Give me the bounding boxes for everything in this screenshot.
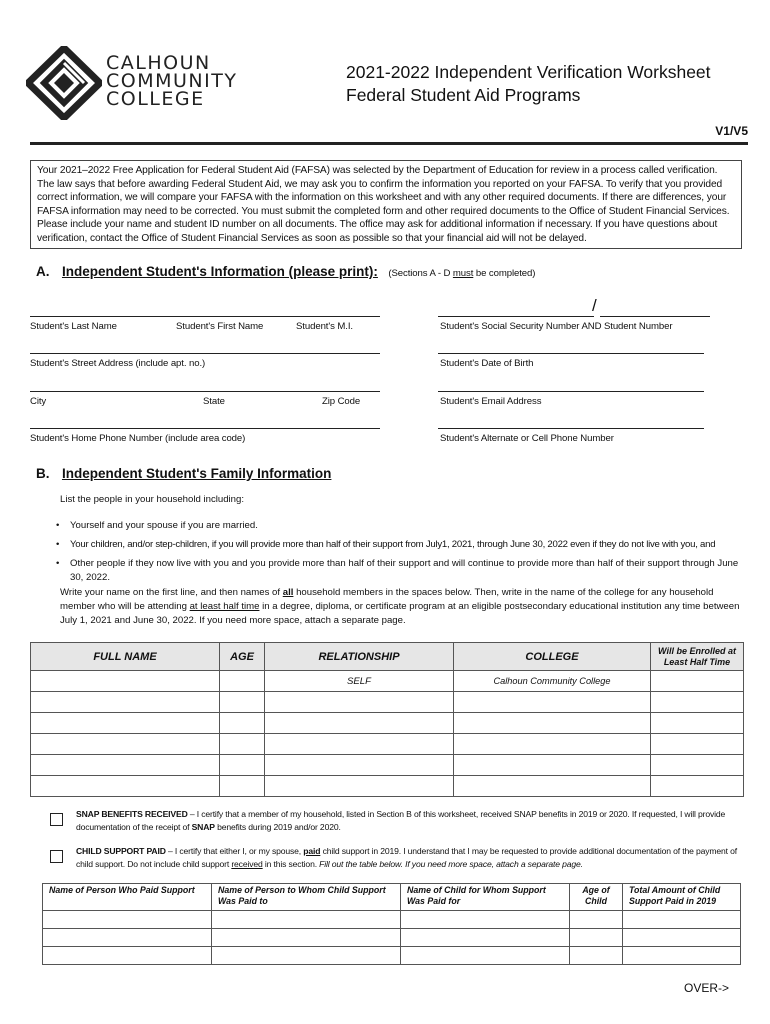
- state-label: State: [203, 396, 225, 407]
- logo-mark-icon: [26, 46, 102, 120]
- intro-box: Your 2021–2022 Free Application for Federal Student Aid (FAFSA) was selected by the Department of Education for review in a process called verification. The law says that before awarding Federal Student Aid, we may ask you to confirm the information you reported on your FAFSA. To verify that you provided correct information, we will compare your FAFSA with the information on this worksheet and with any other required documents. If there are differences, your FAFSA information may need to be corrected. You must submit the completed form and other required documents to the Office of Student Financial Services. Please include your name and student ID number on all documents. The office may ask for additional information if necessary. If you have questions about verification, contact the Office of Student Financial Services as soon as possible so that your financial aid will not be delayed.: [30, 160, 742, 249]
- half-time-cell[interactable]: [651, 671, 744, 692]
- payee-cell[interactable]: [212, 947, 401, 965]
- household-table: [30, 642, 744, 797]
- child-cell[interactable]: [401, 929, 570, 947]
- relationship-cell[interactable]: [265, 713, 454, 734]
- table-row: [31, 734, 744, 755]
- logo-line-3: COLLEGE: [106, 88, 205, 110]
- street-label: Student's Street Address (include apt. no.): [30, 358, 206, 369]
- total-cell[interactable]: [623, 929, 741, 947]
- section-a-letter: A.: [36, 264, 50, 279]
- name-cell[interactable]: [31, 713, 220, 734]
- name-cell[interactable]: [31, 692, 220, 713]
- col-age: AGE: [220, 643, 265, 671]
- mi-label: Student's M.I.: [296, 321, 353, 332]
- student-number-field[interactable]: [600, 316, 710, 317]
- age-cell[interactable]: [220, 692, 265, 713]
- logo-line-1: CALHOUN: [106, 52, 211, 74]
- relationship-cell[interactable]: [265, 692, 454, 713]
- name-cell[interactable]: [31, 734, 220, 755]
- table-row: [43, 947, 741, 965]
- payee-cell[interactable]: [212, 911, 401, 929]
- email-label: Student's Email Address: [440, 396, 542, 407]
- col-child: Name of Child for Whom Support Was Paid for: [401, 884, 570, 911]
- col-payee: Name of Person to Whom Child Support Was Paid to: [212, 884, 401, 911]
- college-cell[interactable]: [454, 755, 651, 776]
- name-cell[interactable]: [31, 671, 220, 692]
- col-total: Total Amount of Child Support Paid in 2019: [623, 884, 741, 911]
- home-phone-label: Student's Home Phone Number (include area code): [30, 433, 246, 444]
- section-a-note: (Sections A - D must be completed): [388, 268, 536, 279]
- college-cell[interactable]: [454, 734, 651, 755]
- half-time-cell[interactable]: [651, 734, 744, 755]
- child-age-cell[interactable]: [570, 929, 623, 947]
- over-label: OVER->: [684, 981, 730, 995]
- child-cell[interactable]: [401, 947, 570, 965]
- total-cell[interactable]: [623, 911, 741, 929]
- col-college: COLLEGE: [454, 643, 651, 671]
- page-subtitle: Federal Student Aid Programs: [346, 85, 581, 105]
- home-phone-field[interactable]: [30, 428, 380, 429]
- col-payer: Name of Person Who Paid Support: [43, 884, 212, 911]
- first-name-label: Student's First Name: [176, 321, 264, 332]
- payer-cell[interactable]: [43, 947, 212, 965]
- payee-cell[interactable]: [212, 929, 401, 947]
- child-age-cell[interactable]: [570, 947, 623, 965]
- ssn-slash: /: [592, 296, 597, 315]
- snap-checkbox[interactable]: [50, 813, 63, 826]
- college-cell[interactable]: [454, 776, 651, 797]
- table-row: [43, 911, 741, 929]
- age-cell[interactable]: [220, 776, 265, 797]
- half-time-cell[interactable]: [651, 776, 744, 797]
- age-cell[interactable]: [220, 734, 265, 755]
- child-cell[interactable]: [401, 911, 570, 929]
- name-cell[interactable]: [31, 776, 220, 797]
- city-label: City: [30, 396, 47, 407]
- payer-cell[interactable]: [43, 929, 212, 947]
- section-a-heading: Independent Student's Information (please print):: [61, 264, 378, 279]
- header-divider: [30, 142, 748, 145]
- relationship-cell[interactable]: [265, 734, 454, 755]
- version-label: V1/V5: [715, 124, 748, 138]
- household-bullets: [56, 519, 740, 585]
- zip-label: Zip Code: [322, 396, 361, 407]
- child-age-cell[interactable]: [570, 911, 623, 929]
- alt-phone-label: Student's Alternate or Cell Phone Number: [440, 433, 614, 444]
- child-support-text: CHILD SUPPORT PAID – I certify that either I, or my spouse, paid child support in 2019. I understand that I may be requested to provide additional documentation of the payment of child support. Do not include child support received in this section. Fill out the table below. If you need more space, attach a separate page.: [76, 846, 738, 869]
- list-item: • Yourself and your spouse if you are married.: [56, 520, 258, 531]
- age-cell[interactable]: [220, 671, 265, 692]
- last-name-label: Student's Last Name: [30, 321, 117, 332]
- age-cell[interactable]: [220, 755, 265, 776]
- college-logo: [26, 46, 266, 120]
- last-first-mi-field[interactable]: [30, 316, 380, 317]
- street-address-field[interactable]: [30, 353, 380, 354]
- college-cell[interactable]: Calhoun Community College: [454, 671, 651, 692]
- section-b-heading: Independent Student's Family Information: [61, 466, 332, 481]
- col-relationship: RELATIONSHIP: [265, 643, 454, 671]
- household-instructions: Write your name on the first line, and then names of all household members in the spaces below. Then, write in the name of the college for any household member who will be attending at least half time in a degree, diploma, or certificate program at an eligible postsecondary educational institution any time between July 1, 2021 and June 30, 2022. If you need more space, attach a separate page.: [60, 587, 740, 626]
- dob-field[interactable]: [438, 353, 704, 354]
- alt-phone-field[interactable]: [438, 428, 704, 429]
- table-row: [31, 755, 744, 776]
- child-support-table: [42, 883, 741, 965]
- snap-text: SNAP BENEFITS RECEIVED – I certify that a member of my household, listed in Section B of this worksheet, received SNAP benefits in 2019 or 2020. If requested, I will provide documentation of the receipt of SNAP benefits during 2019 and/or 2020.: [76, 809, 726, 832]
- age-cell[interactable]: [220, 713, 265, 734]
- name-cell[interactable]: [31, 755, 220, 776]
- ssn-field[interactable]: [438, 316, 594, 317]
- col-half-time: Will be Enrolled at Least Half Time: [651, 643, 744, 671]
- table-row: [43, 929, 741, 947]
- total-cell[interactable]: [623, 947, 741, 965]
- relationship-cell[interactable]: SELF: [265, 671, 454, 692]
- city-state-zip-field[interactable]: [30, 391, 380, 392]
- relationship-cell[interactable]: [265, 755, 454, 776]
- page-title: 2021-2022 Independent Verification Worksheet: [346, 62, 711, 82]
- table-row: [31, 692, 744, 713]
- email-field[interactable]: [438, 391, 704, 392]
- logo-line-2: COMMUNITY: [106, 70, 238, 92]
- table-row: [31, 713, 744, 734]
- household-intro: List the people in your household including:: [60, 494, 245, 505]
- list-item: • Your children, and/or step-children, if you will provide more than half of their support from July1, 2021, through June 30, 2022 even if they do not live with you, and: [56, 539, 716, 550]
- section-b-letter: B.: [36, 466, 50, 481]
- payer-cell[interactable]: [43, 911, 212, 929]
- table-row: [31, 776, 744, 797]
- half-time-cell[interactable]: [651, 692, 744, 713]
- half-time-cell[interactable]: [651, 755, 744, 776]
- table-row: [31, 671, 744, 692]
- list-item: • Other people if they now live with you and you provide more than half of their support and will continue to provide more than half of their support through June 30, 2022.: [56, 558, 739, 583]
- col-full-name: FULL NAME: [31, 643, 220, 671]
- relationship-cell[interactable]: [265, 776, 454, 797]
- dob-label: Student's Date of Birth: [440, 358, 534, 369]
- half-time-cell[interactable]: [651, 713, 744, 734]
- col-child-age: Age of Child: [570, 884, 623, 911]
- college-cell[interactable]: [454, 692, 651, 713]
- ssn-label: Student's Social Security Number AND Student Number: [440, 321, 673, 332]
- child-support-checkbox[interactable]: [50, 850, 63, 863]
- college-cell[interactable]: [454, 713, 651, 734]
